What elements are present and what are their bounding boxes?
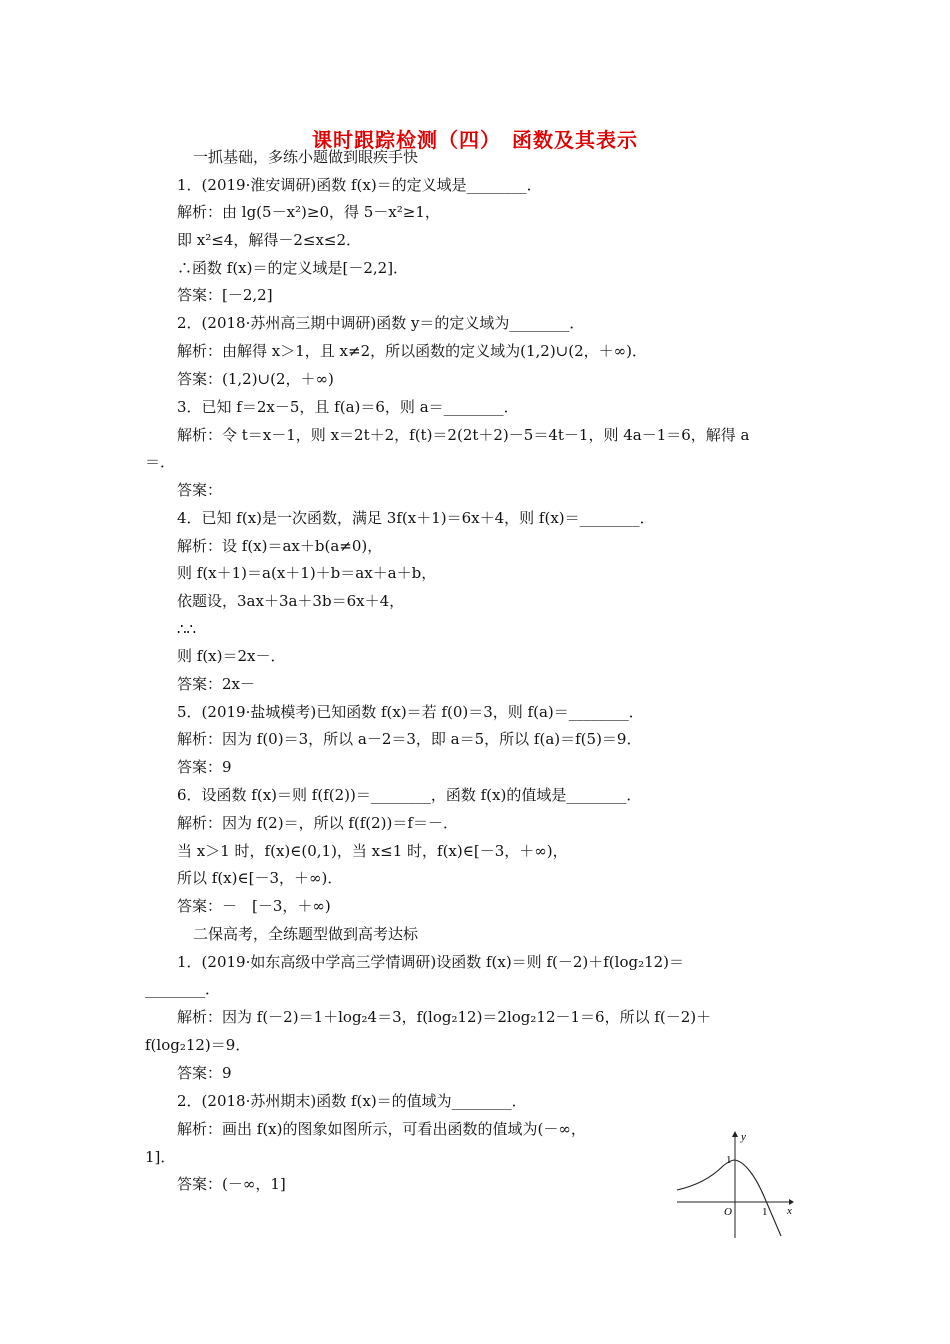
answer-4: 答案：2x－ xyxy=(177,675,256,693)
solution-4a: 解析：设 f(x)＝ax＋b(a≠0)， xyxy=(177,537,383,555)
y-tick-label: 1 xyxy=(726,1154,732,1166)
answer-3: 答案： xyxy=(177,481,223,499)
solution-1b: 即 x²≤4，解得－2≤x≤2． xyxy=(177,231,362,249)
solution-2a: 解析：由解得 x＞1，且 x≠2，所以函数的定义域为(1,2)∪(2，＋∞)． xyxy=(177,342,647,360)
question-6: 6．设函数 f(x)＝则 f(f(2))＝________，函数 f(x)的值域是________． xyxy=(177,786,642,804)
review-solution-1b: f(log₂12)＝9． xyxy=(145,1036,251,1054)
answer-6: 答案：－ [－3，＋∞) xyxy=(177,897,331,915)
solution-4e: 则 f(x)＝2x－． xyxy=(177,647,286,665)
question-4: 4．已知 f(x)是一次函数，满足 3f(x＋1)＝6x＋4，则 f(x)＝________． xyxy=(177,509,655,527)
solution-4b: 则 f(x＋1)＝a(x＋1)＋b＝ax＋a＋b， xyxy=(177,564,437,582)
question-5: 5．(2019·盐城模考)已知函数 f(x)＝若 f(0)＝3，则 f(a)＝________． xyxy=(177,703,644,721)
solution-6c: 所以 f(x)∈[－3，＋∞)． xyxy=(177,869,343,887)
solution-1c: ∴函数 f(x)＝的定义域是[－2,2]． xyxy=(177,259,409,277)
y-axis-label: y xyxy=(741,1131,746,1143)
solution-3a: 解析：令 t＝x－1，则 x＝2t＋2，f(t)＝2(2t＋2)－5＝4t－1，则 4a－1＝6，解得 a xyxy=(177,426,750,444)
solution-4d: ∴∴ xyxy=(177,620,197,638)
review-question-1: 1．(2019·如东高级中学高三学情调研)设函数 f(x)＝则 f(－2)＋f(log₂12)＝ xyxy=(177,953,685,971)
review-solution-2b: 1]． xyxy=(145,1148,176,1166)
page-title: 课时跟踪检测（四） 函数及其表示 xyxy=(312,128,638,152)
solution-3b: ＝． xyxy=(145,453,176,471)
review-question-2: 2．(2018·苏州期末)函数 f(x)＝的值域为________． xyxy=(177,1092,527,1110)
review-answer-1: 答案：9 xyxy=(177,1064,232,1082)
solution-5a: 解析：因为 f(0)＝3，所以 a－2＝3，即 a＝5，所以 f(a)＝f(5)＝9． xyxy=(177,730,642,748)
x-axis-label: x xyxy=(787,1205,792,1217)
answer-2: 答案：(1,2)∪(2，＋∞) xyxy=(177,370,334,388)
review-question-1-blank: ________． xyxy=(145,980,221,998)
review-answer-2: 答案：(－∞，1] xyxy=(177,1175,286,1193)
question-1: 1．(2019·淮安调研)函数 f(x)＝的定义域是________． xyxy=(177,176,542,194)
origin-label: O xyxy=(724,1206,732,1218)
answer-5: 答案：9 xyxy=(177,758,232,776)
function-graph-figure xyxy=(675,1128,795,1240)
x-tick-label: 1 xyxy=(762,1206,768,1218)
review-solution-2a: 解析：画出 f(x)的图象如图所示，可看出函数的值域为(－∞， xyxy=(177,1120,586,1138)
solution-6b: 当 x＞1 时，f(x)∈(0,1)，当 x≤1 时，f(x)∈[－3，＋∞)， xyxy=(177,842,568,860)
solution-1a: 解析：由 lg(5－x²)≥0，得 5－x²≥1， xyxy=(177,203,440,221)
function-graph xyxy=(675,1128,795,1240)
question-2: 2．(2018·苏州高三期中调研)函数 y＝的定义域为________． xyxy=(177,314,585,332)
answer-1: 答案：[－2,2] xyxy=(177,286,273,304)
y-axis-arrow xyxy=(732,1131,738,1137)
section-heading-1: 一抓基础，多练小题做到眼疾手快 xyxy=(193,148,419,166)
solution-4c: 依题设，3ax＋3a＋3b＝6x＋4， xyxy=(177,592,405,610)
curve-right xyxy=(735,1160,781,1236)
solution-6a: 解析：因为 f(2)＝，所以 f(f(2))＝f＝－． xyxy=(177,814,458,832)
question-3: 3．已知 f＝2x－5，且 f(a)＝6，则 a＝________． xyxy=(177,398,519,416)
section-heading-2: 二保高考，全练题型做到高考达标 xyxy=(193,925,419,943)
review-solution-1a: 解析：因为 f(－2)＝1＋log₂4＝3，f(log₂12)＝2log₂12－1＝6，所以 f(－2)＋ xyxy=(177,1008,712,1026)
